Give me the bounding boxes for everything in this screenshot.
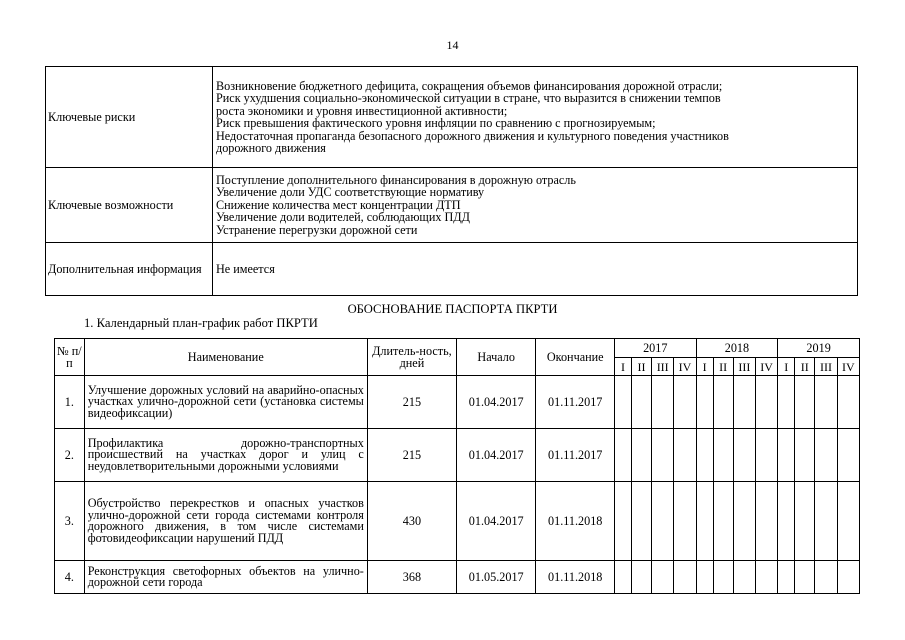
row-name: Улучшение дорожных условий на аварийно-опасных участках улично-дорожной сети (установка системы видеофиксации): [84, 376, 367, 429]
quarter-cell: [652, 376, 674, 429]
info-row-risks: [46, 67, 858, 168]
header-quarter: IV: [674, 358, 696, 376]
quarter-cell: [795, 376, 815, 429]
quarter-cell: [713, 376, 733, 429]
header-year: 2018: [696, 339, 778, 358]
quarter-cell: [795, 561, 815, 594]
row-num: 1.: [55, 376, 85, 429]
table-row: [55, 376, 860, 429]
header-year: 2019: [778, 339, 860, 358]
info-line: Поступление дополнительного финансирования в дорожную отрасль: [216, 172, 576, 187]
quarter-cell: [778, 376, 795, 429]
quarter-cell: [837, 561, 859, 594]
header-quarter: III: [733, 358, 755, 376]
header-quarter: I: [778, 358, 795, 376]
info-line: Устранение перегрузки дорожной сети: [216, 222, 418, 237]
row-duration: 368: [367, 561, 456, 594]
quarter-cell: [815, 482, 837, 561]
info-value: [213, 168, 858, 243]
row-duration: 430: [367, 482, 456, 561]
info-line: дорожного движения: [216, 141, 326, 155]
quarter-cell: [795, 482, 815, 561]
section-title: ОБОСНОВАНИЕ ПАСПОРТА ПКРТИ: [347, 302, 558, 316]
quarter-cell: [815, 429, 837, 482]
quarter-cell: [674, 429, 696, 482]
quarter-cell: [696, 482, 713, 561]
quarter-cell: [614, 561, 631, 594]
quarter-cell: [755, 429, 777, 482]
quarter-cell: [696, 376, 713, 429]
header-year: 2017: [614, 339, 696, 358]
quarter-cell: [755, 376, 777, 429]
info-line: Не имеется: [216, 261, 275, 276]
header-end: Окончание: [536, 339, 614, 376]
row-end: 01.11.2018: [536, 482, 614, 561]
row-end: 01.11.2018: [536, 561, 614, 594]
quarter-cell: [795, 429, 815, 482]
info-line: Снижение количества мест концентрации ДТП: [216, 197, 461, 212]
quarter-cell: [631, 376, 651, 429]
row-start: 01.04.2017: [456, 429, 536, 482]
table-row: [55, 429, 860, 482]
quarter-cell: [755, 561, 777, 594]
info-line: Недостаточная пропаганда безопасного дорожного движения и культурного поведения участников: [216, 128, 729, 143]
quarter-cell: [778, 561, 795, 594]
quarter-cell: [631, 482, 651, 561]
info-row-opportunities: [46, 168, 858, 243]
header-quarter: II: [631, 358, 651, 376]
quarter-cell: [713, 561, 733, 594]
quarter-cell: [696, 429, 713, 482]
quarter-cell: [674, 561, 696, 594]
info-table: [45, 66, 858, 296]
row-name: Профилактика дорожно-транспортных происшествий на участках дорог и улиц с неудовлетворительными дорожными условиями: [84, 429, 367, 482]
quarter-cell: [778, 482, 795, 561]
row-start: 01.05.2017: [456, 561, 536, 594]
quarter-cell: [837, 429, 859, 482]
header-quarter: IV: [837, 358, 859, 376]
row-name: Обустройство перекрестков и опасных участков улично-дорожной сети города системами контроля дорожного движения, в том числе системами фотовидеофиксации нарушений ПДД: [84, 482, 367, 561]
header-num: № п/п: [55, 339, 85, 376]
quarter-cell: [733, 376, 755, 429]
page-number: 14: [446, 38, 459, 52]
info-row-additional: [46, 243, 858, 296]
quarter-cell: [696, 561, 713, 594]
quarter-cell: [755, 482, 777, 561]
quarter-cell: [652, 482, 674, 561]
quarter-cell: [733, 482, 755, 561]
info-value: [213, 243, 858, 296]
info-line: роста экономики и уровня инвестиционной активности;: [216, 103, 508, 118]
quarter-cell: [778, 429, 795, 482]
header-quarter: I: [614, 358, 631, 376]
row-name: Реконструкция светофорных объектов на улично-дорожной сети города: [84, 561, 367, 594]
info-label: Ключевые возможности: [46, 168, 213, 243]
header-start: Начало: [456, 339, 536, 376]
quarter-cell: [614, 376, 631, 429]
info-line: Риск ухудшения социально-экономической ситуации в стране, что выразится в снижении темпов: [216, 91, 721, 105]
quarter-cell: [614, 429, 631, 482]
info-line: Возникновение бюджетного дефицита, сокращения объемов финансирования дорожной отрасли;: [216, 78, 723, 93]
quarter-cell: [713, 482, 733, 561]
header-quarter: III: [815, 358, 837, 376]
quarter-cell: [631, 429, 651, 482]
header-quarter: II: [795, 358, 815, 376]
header-name: Наименование: [84, 339, 367, 376]
info-line: Увеличение доли водителей, соблюдающих ПДД: [216, 210, 470, 225]
section-subtitle: 1. Календарный план-график работ ПКРТИ: [84, 316, 318, 330]
row-duration: 215: [367, 429, 456, 482]
info-line: Риск превышения фактического уровня инфляции по сравнению с прогнозируемым;: [216, 116, 656, 130]
row-start: 01.04.2017: [456, 376, 536, 429]
quarter-cell: [733, 561, 755, 594]
table-row: [55, 561, 860, 594]
info-value: [213, 67, 858, 168]
header-duration: Длитель-ность, дней: [367, 339, 456, 376]
quarter-cell: [614, 482, 631, 561]
row-duration: 215: [367, 376, 456, 429]
table-row: [55, 482, 860, 561]
row-num: 2.: [55, 429, 85, 482]
quarter-cell: [837, 376, 859, 429]
quarter-cell: [674, 482, 696, 561]
quarter-cell: [652, 561, 674, 594]
quarter-cell: [837, 482, 859, 561]
info-label: Дополнительная информация: [46, 243, 213, 296]
row-start: 01.04.2017: [456, 482, 536, 561]
quarter-cell: [815, 561, 837, 594]
header-quarter: III: [652, 358, 674, 376]
row-num: 4.: [55, 561, 85, 594]
header-row: [55, 339, 860, 358]
plan-table: [54, 338, 860, 594]
quarter-cell: [815, 376, 837, 429]
quarter-cell: [631, 561, 651, 594]
header-quarter: II: [713, 358, 733, 376]
quarter-cell: [652, 429, 674, 482]
quarter-cell: [713, 429, 733, 482]
row-num: 3.: [55, 482, 85, 561]
row-end: 01.11.2017: [536, 429, 614, 482]
info-line: Увеличение доли УДС соответствующие нормативу: [216, 185, 485, 200]
quarter-cell: [674, 376, 696, 429]
info-label: Ключевые риски: [46, 67, 213, 168]
quarter-cell: [733, 429, 755, 482]
row-end: 01.11.2017: [536, 376, 614, 429]
header-quarter: I: [696, 358, 713, 376]
header-quarter: IV: [755, 358, 777, 376]
